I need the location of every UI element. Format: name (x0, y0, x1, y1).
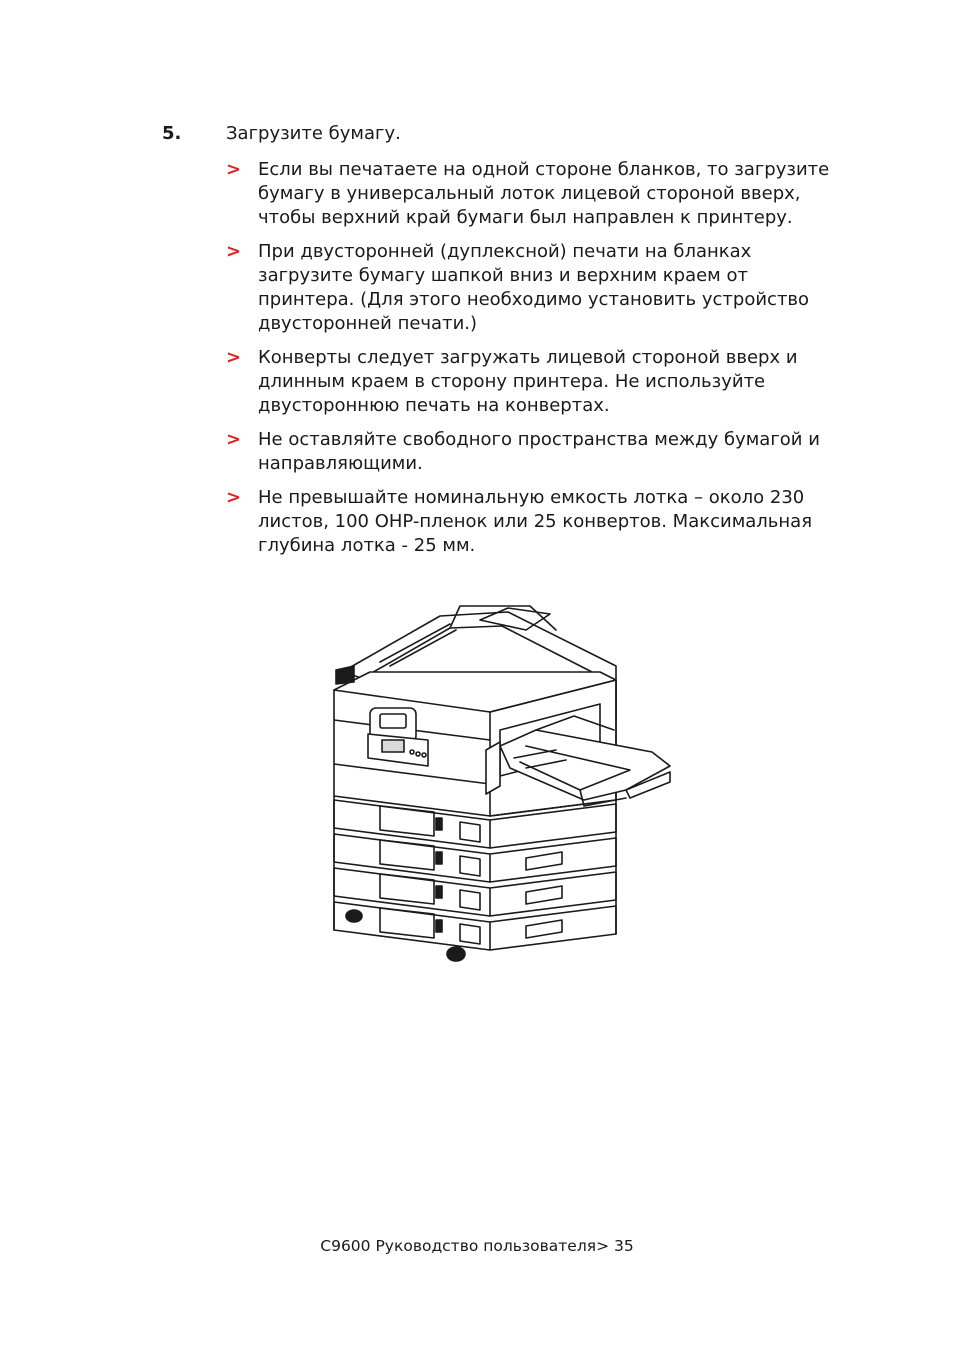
bullet-marker: > (226, 347, 242, 368)
list-item (226, 486, 836, 558)
instruction-list (226, 158, 836, 568)
list-item (226, 346, 836, 418)
bullet-marker: > (226, 429, 242, 450)
printer-icon (330, 600, 676, 964)
bullet-text: При двусторонней (дуплексной) печати на бланках загрузите бумагу шапкой вниз и верхним краем от принтера. (Для этого необходимо установить устройство двусторонней печати.) (258, 241, 810, 334)
list-item (226, 158, 836, 230)
bullet-text: Конверты следует загружать лицевой стороной вверх и длинным краем в сторону принтера. Не используйте двустороннюю печать на конвертах. (258, 347, 798, 416)
page-footer: C9600 Руководство пользователя> 35 (320, 1237, 634, 1255)
bullet-text: Не оставляйте свободного пространства между бумагой и направляющими. (258, 429, 820, 474)
list-item (226, 428, 836, 476)
printer-illustration (330, 600, 676, 964)
bullet-text: Если вы печатаете на одной стороне бланков, то загрузите бумагу в универсальный лоток лицевой стороной вверх, чтобы верхний край бумаги был направлен к принтеру. (258, 159, 830, 228)
bullet-marker: > (226, 241, 242, 262)
bullet-marker: > (226, 487, 242, 508)
bullet-marker: > (226, 159, 242, 180)
step-number: 5. (162, 123, 182, 144)
step-text: Загрузите бумагу. (226, 123, 401, 144)
list-item (226, 240, 836, 336)
bullet-text: Не превышайте номинальную емкость лотка – около 230 листов, 100 OHP-пленок или 25 конвертов. Максимальная глубина лотка - 25 мм. (258, 487, 813, 556)
